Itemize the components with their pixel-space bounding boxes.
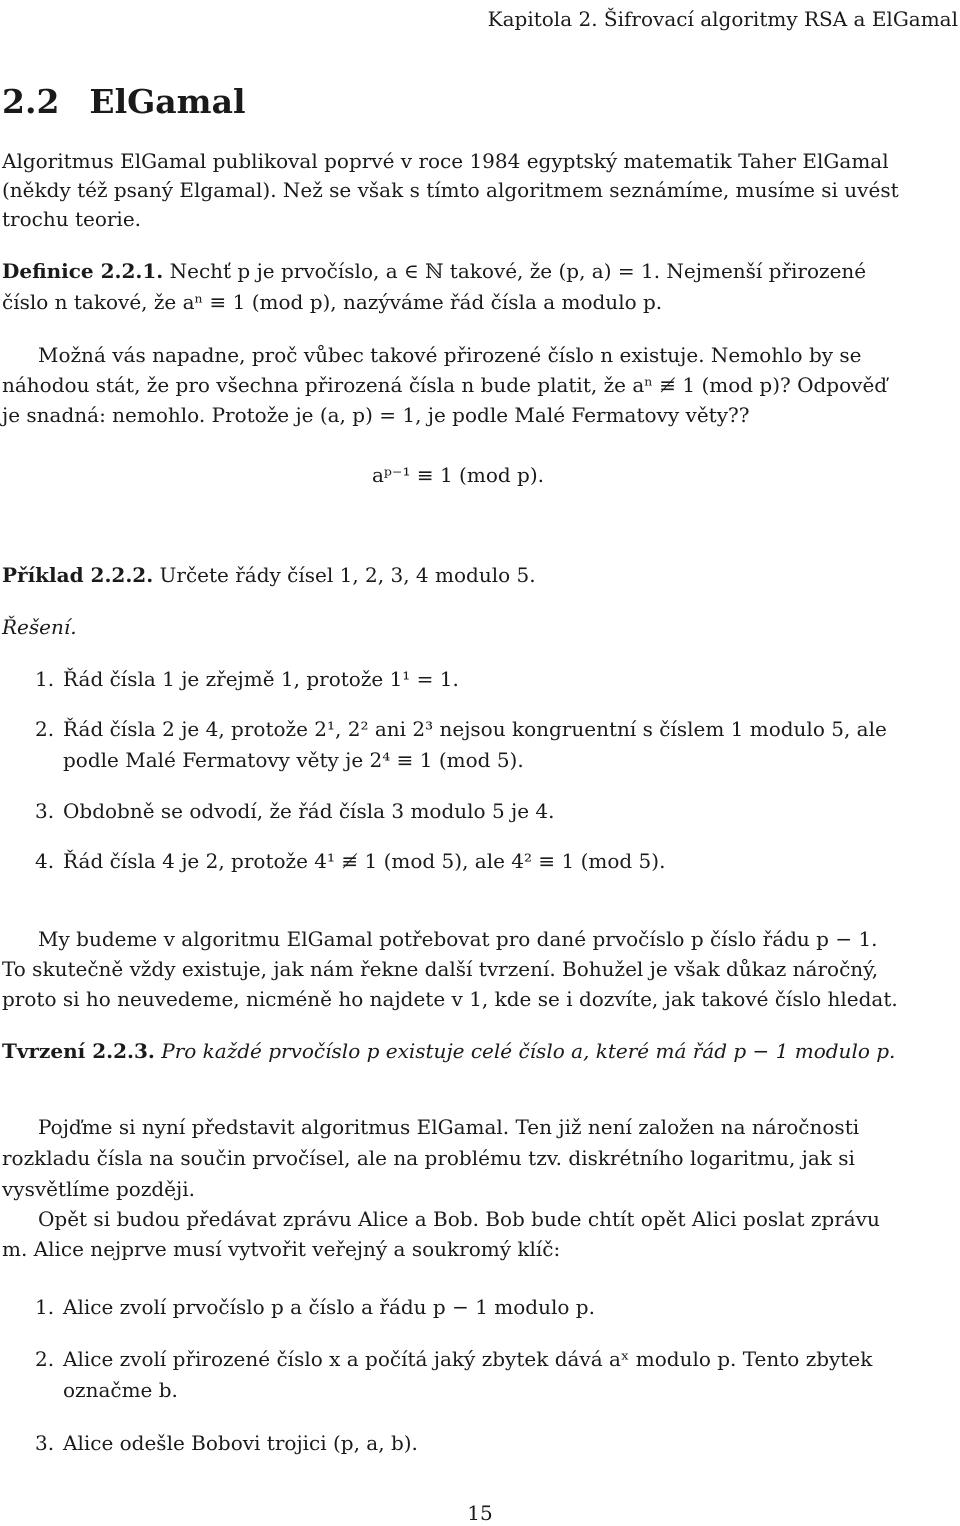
paragraph2-line-1: My budeme v algoritmu ElGamal potřebovat pro dané prvočíslo p číslo řádu p − 1. [38,927,878,951]
item-number: 4. [35,849,55,873]
running-header: Kapitola 2. Šifrovací algoritmy RSA a ElGamal [487,7,958,31]
item-text: Řád čísla 4 je 2, protože 4¹ ≢ 1 (mod 5), ale 4² ≡ 1 (mod 5). [63,849,666,873]
proposition-text: Pro každé prvočíslo p existuje celé číslo a, které má řád p − 1 modulo p. [161,1039,896,1063]
example-item-1 [35,666,955,692]
remark-line-1: Možná vás napadne, proč vůbec takové přirozené číslo n existuje. Nemohlo by se [38,343,862,367]
solution-label: Řešení. [2,615,77,639]
step-text: označme b. [63,1378,178,1402]
step-text: Alice zvolí přirozené číslo x a počítá jaký zbytek dává aˣ modulo p. Tento zbytek [63,1347,873,1371]
step-number: 1. [35,1295,55,1319]
step-text: Alice odešle Bobovi trojici (p, a, b). [63,1431,418,1455]
item-number: 2. [35,717,55,741]
step-number: 2. [35,1347,55,1371]
section-heading [2,82,960,122]
example-item-4 [35,848,955,874]
step-3 [35,1430,955,1456]
section-number: 2.2 [2,82,60,121]
example [2,562,960,588]
paragraph4-line-2: m. Alice nejprve musí vytvořit veřejný a soukromý klíč: [2,1237,561,1261]
paragraph3-line-2: rozkladu čísla na součin prvočísel, ale na problému tzv. diskrétního logaritmu, jak si [2,1146,855,1170]
item-text: Řád čísla 2 je 4, protože 2¹, 2² ani 2³ nejsou kongruentní s číslem 1 modulo 5, ale [63,717,887,741]
paragraph4-line-1: Opět si budou předávat zprávu Alice a Bob. Bob bude chtít opět Alici poslat zprávu [38,1207,880,1231]
definition-text-1: Nechť p je prvočíslo, a ∈ ℕ takové, že (p, a) = 1. Nejmenší přirozené [169,259,867,283]
remark-line-2: náhodou stát, že pro všechna přirozená čísla n bude platit, že aⁿ ≢ 1 (mod p)? Odpověď [2,373,888,397]
item-text: podle Malé Fermatovy věty je 2⁴ ≡ 1 (mod 5). [63,748,524,772]
step-number: 3. [35,1431,55,1455]
remark-line-3: je snadná: nemohlo. Protože je (a, p) = 1, je podle Malé Fermatovy věty?? [2,403,750,427]
example-item-3 [35,798,955,824]
intro-line-3: trochu teorie. [2,207,142,231]
definition-label: Definice 2.2.1. [2,259,164,283]
step-1 [35,1294,955,1320]
paragraph2-line-3: proto si ho neuvedeme, nicméně ho najdete v 1, kde se i dozvíte, jak takové číslo hledat. [2,987,898,1011]
example-text: Určete řády čísel 1, 2, 3, 4 modulo 5. [159,563,536,587]
item-text: Řád čísla 1 je zřejmě 1, protože 1¹ = 1. [63,667,459,691]
step-2 [35,1346,955,1406]
paragraph3-line-1: Pojďme si nyní představit algoritmus ElGamal. Ten již není založen na náročnosti [38,1115,860,1139]
paragraph2-line-2: To skutečně vždy existuje, jak nám řekne další tvrzení. Bohužel je však důkaz náročný, [2,957,879,981]
definition-text-2: číslo n takové, že aⁿ ≡ 1 (mod p), nazýváme řád čísla a modulo p. [2,290,663,314]
item-number: 1. [35,667,55,691]
item-number: 3. [35,799,55,823]
section-title: ElGamal [89,82,246,121]
proposition-label: Tvrzení 2.2.3. [2,1039,155,1063]
paragraph3-line-3: vysvětlíme později. [2,1177,195,1201]
page-number: 15 [467,1501,493,1525]
intro-line-2: (někdy též psaný Elgamal). Než se však s tímto algoritmem seznámíme, musíme si uvést [2,178,899,202]
proposition [2,1038,960,1064]
intro-line-1: Algoritmus ElGamal publikoval poprvé v roce 1984 egyptský matematik Taher ElGamal [2,149,889,173]
step-text: Alice zvolí prvočíslo p a číslo a řádu p − 1 modulo p. [63,1295,595,1319]
example-item-2 [35,716,955,776]
definition [2,258,960,284]
item-text: Obdobně se odvodí, že řád čísla 3 modulo 5 je 4. [63,799,555,823]
display-formula: aᵖ⁻¹ ≡ 1 (mod p). [372,463,544,487]
example-label: Příklad 2.2.2. [2,563,154,587]
